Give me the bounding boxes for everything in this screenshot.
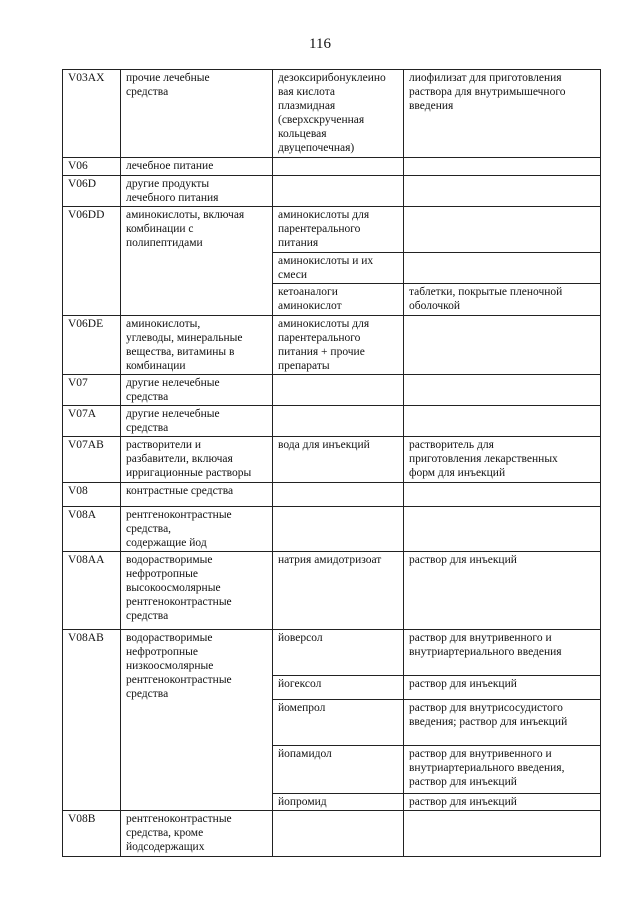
- dosage-form-cell: [404, 811, 601, 857]
- page-number: 116: [309, 36, 331, 52]
- dosage-form-cell: раствор для внутрисосудистого введения; раствор для инъекций: [404, 700, 601, 746]
- dosage-form-cell: [404, 158, 601, 176]
- dosage-form-cell: раствор для внутривенного и внутриартериального введения: [404, 630, 601, 676]
- group-name-cell: прочие лечебные средства: [121, 70, 273, 158]
- atc-code-cell: V06: [63, 158, 121, 176]
- drug-name-cell: [273, 375, 404, 406]
- atc-code-cell: V08: [63, 483, 121, 507]
- table-row: [63, 70, 601, 158]
- table-row: [63, 406, 601, 437]
- group-name-cell: аминокислоты, включая комбинации с полипептидами: [121, 207, 273, 316]
- dosage-form-cell: [404, 507, 601, 552]
- atc-code-cell: V08B: [63, 811, 121, 857]
- table-row: [63, 507, 601, 552]
- drug-classification-table: [62, 69, 601, 857]
- group-name-cell: другие нелечебные средства: [121, 406, 273, 437]
- group-name-cell: водорастворимые нефротропные низкоосмолярные рентгеноконтрастные средства: [121, 630, 273, 811]
- dosage-form-cell: [404, 483, 601, 507]
- table-row: [63, 316, 601, 375]
- table-row: [63, 811, 601, 857]
- table-row: [63, 552, 601, 630]
- atc-code-cell: V08AA: [63, 552, 121, 630]
- atc-code-cell: V07AB: [63, 437, 121, 483]
- drug-name-cell: натрия амидотризоат: [273, 552, 404, 630]
- drug-name-cell: [273, 483, 404, 507]
- drug-name-cell: [273, 176, 404, 207]
- dosage-form-cell: раствор для инъекций: [404, 552, 601, 630]
- group-name-cell: рентгеноконтрастные средства, содержащие йод: [121, 507, 273, 552]
- atc-code-cell: V06DE: [63, 316, 121, 375]
- drug-name-cell: йопамидол: [273, 746, 404, 794]
- dosage-form-cell: раствор для внутривенного и внутриартериального введения, раствор для инъекций: [404, 746, 601, 794]
- group-name-cell: другие нелечебные средства: [121, 375, 273, 406]
- group-name-cell: лечебное питание: [121, 158, 273, 176]
- table-row: [63, 483, 601, 507]
- group-name-cell: контрастные средства: [121, 483, 273, 507]
- atc-code-cell: V06DD: [63, 207, 121, 316]
- atc-code-cell: V08AB: [63, 630, 121, 811]
- dosage-form-cell: раствор для инъекций: [404, 794, 601, 811]
- atc-code-cell: V06D: [63, 176, 121, 207]
- drug-name-cell: аминокислоты для парентерального питания: [273, 207, 404, 253]
- drug-name-cell: йоверсол: [273, 630, 404, 676]
- dosage-form-cell: таблетки, покрытые пленочной оболочкой: [404, 284, 601, 316]
- atc-code-cell: V07A: [63, 406, 121, 437]
- drug-name-cell: [273, 507, 404, 552]
- group-name-cell: аминокислоты, углеводы, минеральные вещества, витамины в комбинации: [121, 316, 273, 375]
- drug-name-cell: йопромид: [273, 794, 404, 811]
- table-row: [63, 375, 601, 406]
- drug-name-cell: дезоксирибонуклеино вая кислота плазмидная (сверхскрученная кольцевая двуцепочечная): [273, 70, 404, 158]
- table-row: [63, 437, 601, 483]
- table-row: [63, 176, 601, 207]
- atc-code-cell: V08A: [63, 507, 121, 552]
- drug-name-cell: [273, 406, 404, 437]
- group-name-cell: другие продукты лечебного питания: [121, 176, 273, 207]
- drug-name-cell: йомепрол: [273, 700, 404, 746]
- dosage-form-cell: [404, 176, 601, 207]
- dosage-form-cell: [404, 253, 601, 284]
- drug-name-cell: [273, 158, 404, 176]
- group-name-cell: водорастворимые нефротропные высокоосмолярные рентгеноконтрастные средства: [121, 552, 273, 630]
- drug-name-cell: аминокислоты для парентерального питания + прочие препараты: [273, 316, 404, 375]
- drug-name-cell: йогексол: [273, 676, 404, 700]
- atc-code-cell: V03AX: [63, 70, 121, 158]
- drug-name-cell: аминокислоты и их смеси: [273, 253, 404, 284]
- dosage-form-cell: [404, 316, 601, 375]
- group-name-cell: рентгеноконтрастные средства, кроме йодсодержащих: [121, 811, 273, 857]
- drug-name-cell: [273, 811, 404, 857]
- dosage-form-cell: [404, 406, 601, 437]
- dosage-form-cell: [404, 375, 601, 406]
- dosage-form-cell: лиофилизат для приготовления раствора для внутримышечного введения: [404, 70, 601, 158]
- drug-name-cell: кетоаналоги аминокислот: [273, 284, 404, 316]
- drug-name-cell: вода для инъекций: [273, 437, 404, 483]
- dosage-form-cell: [404, 207, 601, 253]
- group-name-cell: растворители и разбавители, включая ирригационные растворы: [121, 437, 273, 483]
- table-row: [63, 158, 601, 176]
- table-row: [63, 207, 601, 253]
- table-row: [63, 630, 601, 676]
- dosage-form-cell: раствор для инъекций: [404, 676, 601, 700]
- atc-code-cell: V07: [63, 375, 121, 406]
- dosage-form-cell: растворитель для приготовления лекарственных форм для инъекций: [404, 437, 601, 483]
